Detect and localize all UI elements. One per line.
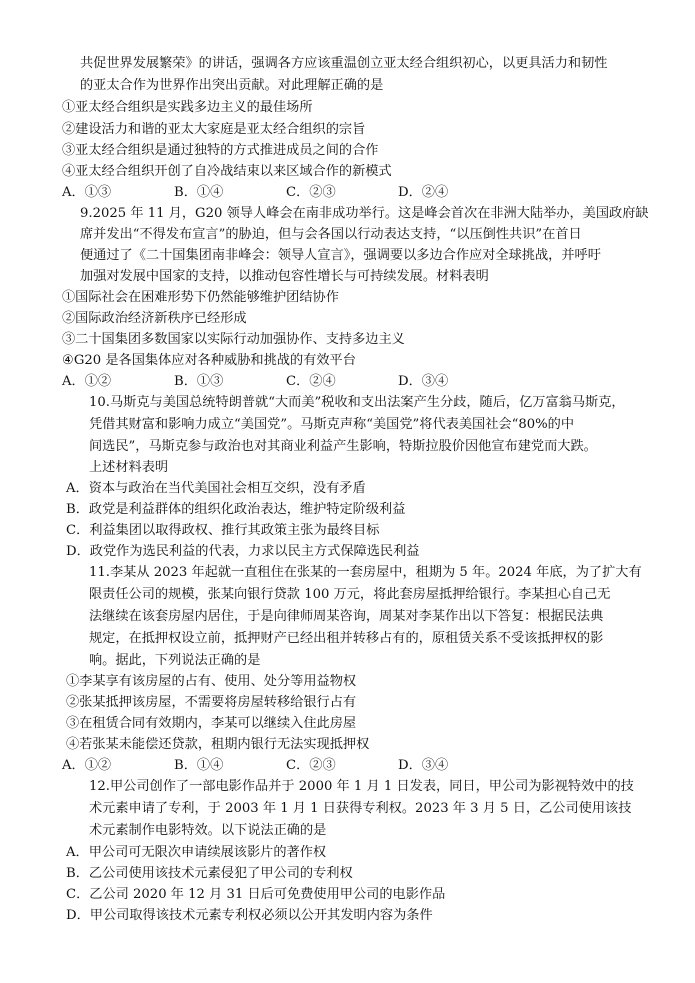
q9-stem-line: 便通过了《二十国集团南非峰会：领导人宣言》，强调要以多边合作应对全球挑战，并呼吁 <box>80 248 601 263</box>
q8-stem-line: 共促世界发展繁荣》的讲话，强调各方应该重温创立亚太经合组织初心，以更具活力和韧性 <box>80 56 608 71</box>
q12-choice-a[interactable]: A．甲公司可无限次申请续展该影片的著作权 <box>66 845 327 860</box>
q10-choice-b[interactable]: B．政党是利益群体的组织化政治表达，维护特定阶级利益 <box>66 502 406 517</box>
q11-option-b[interactable]: B．①④ <box>174 758 224 773</box>
q10-stem-line: 间选民”，马斯克参与政治也对其商业利益产生影响，特斯拉股价因他宣布建党而大跌。 <box>89 439 597 454</box>
q11-stem-line: 限责任公司的规模，张某向银行贷款 100 万元，将此套房屋抵押给银行。李某担心自己无 <box>89 587 611 602</box>
q11-stem-line: 响。据此，下列说法正确的是 <box>89 653 261 668</box>
q11-option-d[interactable]: D．③④ <box>398 758 449 773</box>
q10-choice-d[interactable]: D．政党作为选民利益的代表，力求以民主方式保障选民利益 <box>66 544 420 559</box>
q10-stem-line: 10.马斯克与美国总统特朗普就“大而美”税收和支出法案产生分歧，随后，亿万富翁马斯克， <box>89 395 625 410</box>
q9-stem-line: 9.2025 年 11 月，G20 领导人峰会在南非成功举行。这是峰会首次在非洲大陆举办，美国政府缺 <box>80 206 649 221</box>
q10-stem-line: 上述材料表明 <box>89 460 169 475</box>
q10-choice-a[interactable]: A．资本与政治在当代美国社会相互交织，没有矛盾 <box>66 481 366 496</box>
q11-stem-line: 法继续在该套房屋内居住，于是向律师周某咨询，周某对李某作出以下答复：根据民法典 <box>89 609 604 624</box>
q9-option-d[interactable]: D．③④ <box>398 374 449 389</box>
q9-statement-1: ①国际社会在困难形势下仍然能够维护团结协作 <box>62 290 339 305</box>
q12-stem-line: 术元素制作电影特效。以下说法正确的是 <box>89 823 327 838</box>
q8-option-c[interactable]: C．②③ <box>286 185 336 200</box>
q8-option-b[interactable]: B．①④ <box>174 185 224 200</box>
q8-statement-4: ④亚太经合组织开创了自冷战结束以来区域合作的新模式 <box>62 164 392 179</box>
q11-statement-1: ①李某享有该房屋的占有、使用、处分等用益物权 <box>66 674 357 689</box>
q11-statement-4: ④若张某未能偿还贷款，租期内银行无法实现抵押权 <box>66 737 370 752</box>
q8-statement-3: ③亚太经合组织是通过独特的方式推进成员之间的合作 <box>62 143 379 158</box>
q12-choice-c[interactable]: C．乙公司 2020 年 12 月 31 日后可免费使用甲公司的电影作品 <box>66 887 446 902</box>
q11-stem-line: 11.李某从 2023 年起就一直租住在张某的一套房屋中，租期为 5 年。2024 年底，为了扩大有 <box>89 565 642 580</box>
q11-option-c[interactable]: C．②③ <box>286 758 336 773</box>
q9-option-c[interactable]: C．②④ <box>286 374 336 389</box>
q9-statement-4: ④G20 是各国集体应对各种威胁和挑战的有效平台 <box>62 353 356 368</box>
q11-statement-3: ③在租赁合同有效期内，李某可以继续入住此房屋 <box>66 716 357 731</box>
q12-choice-b[interactable]: B．乙公司使用该技术元素侵犯了甲公司的专利权 <box>66 866 353 881</box>
q8-option-d[interactable]: D．②④ <box>398 185 449 200</box>
q11-stem-line: 规定，在抵押权设立前，抵押财产已经出租并转移占有的，原租赁关系不受该抵押权的影 <box>89 631 604 646</box>
q9-statement-2: ②国际政治经济新秩序已经形成 <box>62 311 247 326</box>
q9-option-a[interactable]: A．①② <box>62 374 112 389</box>
q10-choice-c[interactable]: C．利益集团以取得政权、推行其政策主张为最终目标 <box>66 523 380 538</box>
q9-statement-3: ③二十国集团多数国家以实际行动加强协作、支持多边主义 <box>62 332 405 347</box>
q8-statement-1: ①亚太经合组织是实践多边主义的最佳场所 <box>62 100 313 115</box>
q12-stem-line: 12.甲公司创作了一部电影作品并于 2000 年 1 月 1 日发表，同日，甲公司为影视特效中的技 <box>89 779 634 794</box>
q11-statement-2: ②张某抵押该房屋，不需要将房屋转移给银行占有 <box>66 695 357 710</box>
q12-stem-line: 术元素申请了专利，于 2003 年 1 月 1 日获得专利权。2023 年 3 月 5 日，乙公司使用该技 <box>89 801 632 816</box>
q8-stem-line: 的亚太合作为世界作出突出贡献。对此理解正确的是 <box>80 78 384 93</box>
q9-option-b[interactable]: B．①③ <box>174 374 224 389</box>
q8-option-a[interactable]: A．①③ <box>62 185 112 200</box>
q9-stem-line: 加强对发展中国家的支持，以推动包容性增长与可持续发展。材料表明 <box>80 269 489 284</box>
q12-choice-d[interactable]: D．甲公司取得该技术元素专利权必须以公开其发明内容为条件 <box>66 908 433 923</box>
q11-option-a[interactable]: A．①② <box>62 758 112 773</box>
q8-statement-2: ②建设活力和谐的亚太大家庭是亚太经合组织的宗旨 <box>62 122 366 137</box>
q10-stem-line: 凭借其财富和影响力成立“美国党”。马斯克声称“美国党”将代表美国社会“80%的中 <box>89 417 575 432</box>
q9-stem-line: 席并发出“不得发布宣言”的胁迫，但与会各国以行动表达支持，“以压倒性共识”在首日 <box>80 227 582 242</box>
